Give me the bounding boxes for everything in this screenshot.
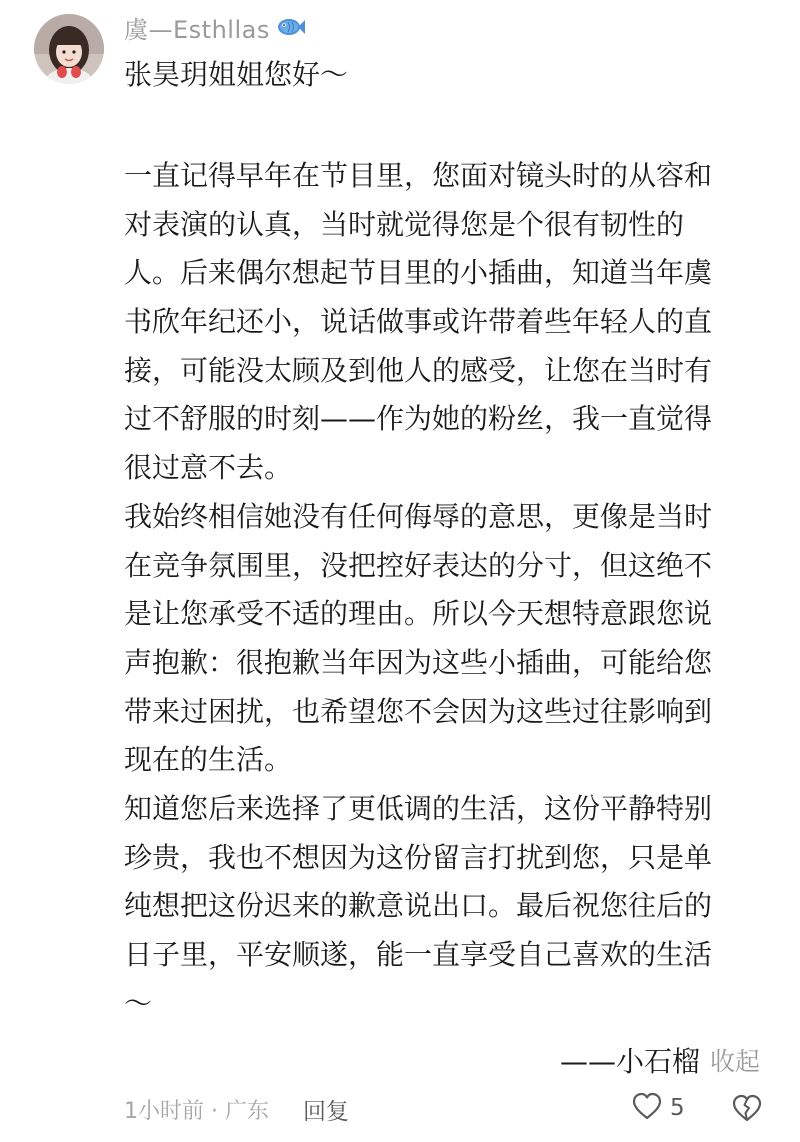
reply-button[interactable]: 回复 xyxy=(302,1098,349,1125)
username[interactable]: 虞—Esthllas xyxy=(124,15,270,44)
comment-line: 声抱歉：很抱歉当年因为这些小插曲，可能给您 xyxy=(124,645,713,679)
comment-line: 现在的生活。 xyxy=(124,743,293,777)
comment-line: 是让您承受不适的理由。所以今天想特意跟您说 xyxy=(124,597,713,631)
comment-body xyxy=(124,56,764,1028)
comment-line: 书欣年纪还小，说话做事或许带着些年轻人的直 xyxy=(124,305,713,339)
fish-icon xyxy=(276,16,306,38)
comment-line: 在竞争氛围里，没把控好表达的分寸，但这绝不 xyxy=(124,548,713,582)
comment-line: 知道您后来选择了更低调的生活，这份平静特别 xyxy=(124,791,713,825)
comment-line: 带来过困扰，也希望您不会因为这些过往影响到 xyxy=(124,694,713,728)
like-button[interactable] xyxy=(632,1092,685,1124)
comment-line: 日子里，平安顺遂，能一直享受自己喜欢的生活 xyxy=(124,938,713,971)
comment-line: 很过意不去。 xyxy=(124,451,293,485)
like-count: 5 xyxy=(670,1095,685,1121)
heart-outline-icon xyxy=(632,1092,662,1124)
comment-line: 珍贵，我也不想因为这份留言打扰到您，只是单 xyxy=(124,840,713,874)
comment-paragraph-2 xyxy=(124,493,764,785)
comment-line: 我始终相信她没有任何侮辱的意思，更像是当时 xyxy=(124,499,713,533)
comment-paragraph-1 xyxy=(124,152,764,493)
avatar[interactable] xyxy=(34,14,104,84)
comment-footer xyxy=(124,1088,774,1130)
comment-line: 过不舒服的时刻——作为她的粉丝，我一直觉得 xyxy=(124,402,713,436)
comment-header xyxy=(124,12,306,42)
comment-line: 一直记得早年在节目里，您面对镜头时的从容和 xyxy=(124,159,713,192)
signature: ——小石榴 xyxy=(559,1045,700,1078)
broken-heart-icon[interactable] xyxy=(732,1094,762,1126)
comment-line: 接，可能没太顾及到他人的感受，让您在当时有 xyxy=(124,353,713,387)
comment-line: 对表演的认真，当时就觉得您是个很有韧性的 xyxy=(124,207,685,241)
comment-meta: 1小时前 · 广东 xyxy=(124,1098,269,1124)
comment-line: ～ xyxy=(124,986,153,1020)
collapse-button[interactable]: 收起 xyxy=(709,1047,760,1076)
comment-greeting: 张昊玥姐姐您好～ xyxy=(124,58,349,91)
comment-paragraph-3 xyxy=(124,785,764,1028)
signature-row xyxy=(500,1040,760,1080)
comment-line: 人。后来偶尔想起节目里的小插曲，知道当年虞 xyxy=(124,256,713,290)
comment-line: 纯想把这份迟来的歉意说出口。最后祝您往后的 xyxy=(124,889,713,923)
